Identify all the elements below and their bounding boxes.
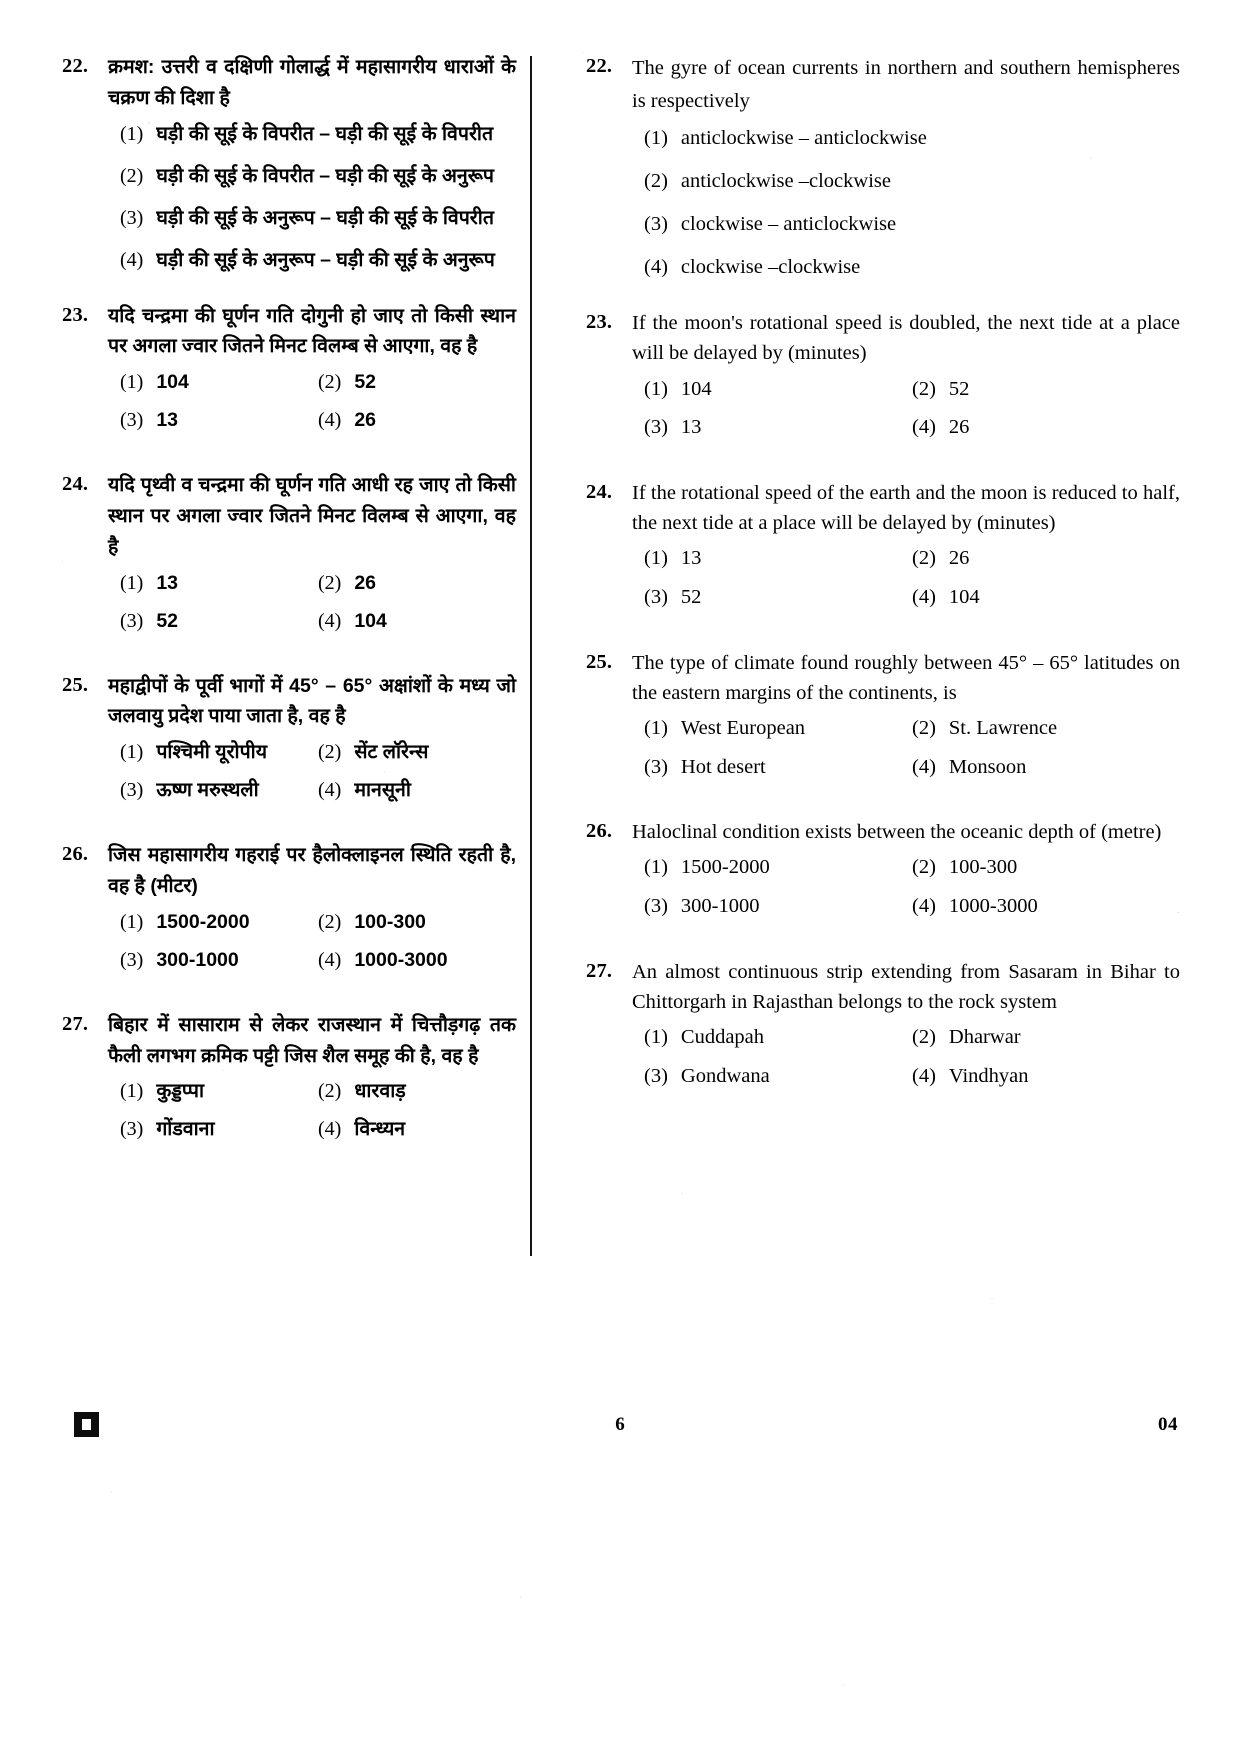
- option-key: (4): [318, 609, 342, 632]
- option-text: 104: [680, 377, 712, 400]
- option-key: (1): [644, 1026, 668, 1049]
- question-block: [586, 478, 1180, 622]
- booklet-code: 04: [1158, 1414, 1178, 1435]
- question-body: [108, 470, 516, 644]
- option-item[interactable]: [644, 753, 912, 783]
- question-body: [632, 478, 1180, 622]
- option-key: (4): [912, 1064, 936, 1087]
- option-item[interactable]: [644, 167, 1180, 197]
- option-key: (1): [120, 371, 144, 394]
- question-block: [586, 957, 1180, 1101]
- option-text: 300-1000: [156, 948, 239, 971]
- option-key: (3): [120, 609, 144, 632]
- option-item[interactable]: [644, 210, 1180, 240]
- question-block: [62, 671, 516, 815]
- option-key: (1): [120, 122, 144, 145]
- option-key: (1): [644, 856, 668, 879]
- option-key: (4): [912, 755, 936, 778]
- option-text: घड़ी की सूई के अनुरूप – घड़ी की सूई के अनुरूप: [156, 248, 495, 271]
- option-key: (4): [912, 895, 936, 918]
- option-item[interactable]: [120, 246, 516, 275]
- option-item[interactable]: [318, 607, 516, 636]
- option-key: (4): [318, 948, 342, 971]
- question-body: [632, 308, 1180, 452]
- option-text: घड़ी की सूई के अनुरूप – घड़ी की सूई के विपरीत: [156, 206, 494, 229]
- hindi-question-column: [62, 52, 530, 1179]
- option-key: (4): [318, 779, 342, 802]
- option-item[interactable]: [120, 946, 318, 975]
- option-key: (4): [120, 248, 144, 271]
- option-key: (2): [318, 371, 342, 394]
- question-body: [108, 301, 516, 445]
- option-text: anticlockwise – anticlockwise: [680, 127, 927, 150]
- option-item[interactable]: [912, 714, 1180, 744]
- option-text: 52: [156, 609, 179, 632]
- option-text: 26: [948, 416, 970, 439]
- question-number: 24.: [586, 480, 613, 503]
- option-list: [632, 375, 1180, 452]
- question-number: 25.: [62, 673, 89, 696]
- option-key: (3): [120, 779, 144, 802]
- option-text: 104: [354, 609, 387, 632]
- option-text: St. Lawrence: [948, 716, 1058, 739]
- english-question-column: [532, 52, 1180, 1127]
- question-block: [62, 1010, 516, 1154]
- option-item[interactable]: [318, 738, 516, 767]
- option-item[interactable]: [644, 892, 912, 922]
- option-item[interactable]: [318, 569, 516, 598]
- option-key: (4): [912, 416, 936, 439]
- option-text: 100-300: [948, 856, 1018, 879]
- option-key: (2): [912, 377, 936, 400]
- option-text: 52: [680, 585, 702, 608]
- option-key: (4): [318, 409, 342, 432]
- option-key: (2): [318, 910, 342, 933]
- option-item[interactable]: [912, 1062, 1180, 1092]
- option-item[interactable]: [318, 776, 516, 805]
- option-text: Monsoon: [948, 755, 1027, 778]
- option-text: anticlockwise –clockwise: [680, 170, 891, 193]
- question-body: [108, 52, 516, 275]
- option-key: (3): [644, 585, 668, 608]
- option-list: [108, 120, 516, 275]
- option-key: (2): [912, 716, 936, 739]
- question-number: 27.: [62, 1012, 89, 1035]
- option-key: (1): [120, 571, 144, 594]
- option-text: 26: [354, 571, 377, 594]
- option-item[interactable]: [644, 544, 912, 574]
- option-item[interactable]: [120, 607, 318, 636]
- option-key: (1): [644, 127, 668, 150]
- page-number: 6: [615, 1414, 625, 1435]
- option-item[interactable]: [120, 162, 516, 191]
- option-key: (1): [644, 377, 668, 400]
- option-text: कुड्डप्पा: [156, 1080, 205, 1103]
- option-text: घड़ी की सूई के विपरीत – घड़ी की सूई के विपरीत: [156, 122, 494, 145]
- question-body: [632, 817, 1180, 931]
- option-text: 1000-3000: [948, 895, 1038, 918]
- option-key: (2): [318, 741, 342, 764]
- option-text: 100-300: [354, 910, 426, 933]
- option-item[interactable]: [912, 413, 1180, 443]
- option-item[interactable]: [644, 1062, 912, 1092]
- option-text: सेंट लॉरेन्स: [354, 741, 429, 764]
- option-list: [632, 124, 1180, 282]
- question-body: [632, 957, 1180, 1101]
- option-list: [108, 738, 516, 814]
- question-stem: जिस महासागरीय गहराई पर हैलोक्लाइनल स्थिति रहती है, वह है (मीटर): [108, 844, 516, 897]
- option-item[interactable]: [644, 124, 1180, 154]
- question-stem: An almost continuous strip extending from Sasaram in Bihar to Chittorgarh in Rajasthan belongs to the rock system: [632, 960, 1180, 1014]
- option-text: घड़ी की सूई के विपरीत – घड़ी की सूई के अनुरूप: [156, 164, 494, 187]
- option-item[interactable]: [120, 1077, 318, 1106]
- question-body: [108, 671, 516, 815]
- option-key: (2): [912, 1026, 936, 1049]
- question-body: [632, 52, 1180, 282]
- option-text: Cuddapah: [680, 1026, 765, 1049]
- question-number: 23.: [586, 311, 613, 334]
- option-text: 26: [354, 409, 377, 432]
- option-text: 52: [354, 371, 377, 394]
- option-key: (2): [120, 164, 144, 187]
- option-key: (4): [912, 585, 936, 608]
- option-text: 13: [156, 571, 179, 594]
- question-block: [62, 301, 516, 445]
- question-number: 22.: [62, 55, 89, 77]
- option-text: विन्ध्यन: [354, 1118, 406, 1141]
- question-number: 27.: [586, 959, 613, 982]
- option-text: Vindhyan: [948, 1064, 1029, 1087]
- question-columns: [62, 52, 1180, 1256]
- option-list: [108, 569, 516, 645]
- option-item[interactable]: [120, 368, 318, 397]
- question-block: [62, 52, 516, 275]
- option-key: (2): [318, 571, 342, 594]
- option-key: (3): [644, 416, 668, 439]
- option-key: (1): [644, 547, 668, 570]
- question-stem: क्रमश: उत्तरी व दक्षिणी गोलार्द्ध में महासागरीय धाराओं के चक्रण की दिशा है: [108, 56, 516, 109]
- option-item[interactable]: [912, 1023, 1180, 1053]
- option-text: 13: [680, 547, 702, 570]
- option-key: (2): [912, 547, 936, 570]
- option-item[interactable]: [644, 253, 1180, 283]
- question-body: [108, 840, 516, 984]
- option-item[interactable]: [120, 569, 318, 598]
- option-key: (3): [644, 212, 668, 235]
- option-item[interactable]: [120, 1115, 318, 1144]
- option-text: clockwise – anticlockwise: [680, 212, 897, 235]
- option-key: (4): [644, 255, 668, 278]
- option-item[interactable]: [120, 204, 516, 233]
- option-key: (3): [644, 895, 668, 918]
- option-text: Hot desert: [680, 755, 766, 778]
- option-key: (3): [120, 409, 144, 432]
- option-text: ऊष्ण मरुस्थली: [156, 779, 259, 802]
- question-number: 23.: [62, 303, 89, 326]
- option-item[interactable]: [644, 413, 912, 443]
- option-text: Gondwana: [680, 1064, 770, 1087]
- question-stem: Haloclinal condition exists between the oceanic depth of (metre): [632, 821, 1162, 844]
- option-key: (2): [644, 170, 668, 193]
- option-key: (4): [318, 1118, 342, 1141]
- question-number: 25.: [586, 650, 613, 673]
- registration-mark-icon: [74, 1412, 99, 1437]
- option-item[interactable]: [912, 375, 1180, 405]
- option-key: (2): [912, 856, 936, 879]
- option-item[interactable]: [318, 1077, 516, 1106]
- question-block: [586, 648, 1180, 792]
- option-item[interactable]: [120, 406, 318, 435]
- question-body: [632, 648, 1180, 792]
- option-text: 104: [156, 371, 189, 394]
- question-stem: महाद्वीपों के पूर्वी भागों में 45° – 65° अक्षांशों के मध्य जो जलवायु प्रदेश पाया जाता है, वह है: [108, 674, 516, 728]
- option-item[interactable]: [912, 892, 1180, 922]
- question-number: 24.: [62, 473, 89, 496]
- question-stem: If the moon's rotational speed is doubled, the next tide at a place will be delayed by (minutes): [632, 312, 1180, 365]
- option-key: (3): [120, 206, 144, 229]
- option-item[interactable]: [318, 1115, 516, 1144]
- option-text: पश्चिमी यूरोपीय: [156, 741, 268, 764]
- option-item[interactable]: [912, 544, 1180, 574]
- option-list: [108, 908, 516, 984]
- option-text: 52: [948, 377, 970, 400]
- option-key: (3): [644, 1064, 668, 1087]
- option-key: (1): [120, 741, 144, 764]
- question-block: [62, 840, 516, 984]
- option-key: (3): [120, 1118, 144, 1141]
- option-key: (1): [120, 910, 144, 933]
- option-item[interactable]: [644, 1023, 912, 1053]
- option-key: (1): [120, 1080, 144, 1103]
- option-item[interactable]: [644, 375, 912, 405]
- option-item[interactable]: [120, 908, 318, 937]
- option-item[interactable]: [644, 853, 912, 883]
- question-stem: बिहार में सासाराम से लेकर राजस्थान में चित्तौड़गढ़ तक फैली लगभग क्रमिक पट्टी जिस शैल समूह की है, वह है: [108, 1013, 516, 1067]
- option-text: Dharwar: [948, 1026, 1021, 1049]
- question-block: [586, 308, 1180, 452]
- option-text: 104: [948, 585, 980, 608]
- question-number: 26.: [62, 843, 89, 866]
- option-item[interactable]: [318, 908, 516, 937]
- question-stem: The type of climate found roughly between 45° – 65° latitudes on the eastern margins of the continents, is: [632, 651, 1180, 704]
- option-item[interactable]: [318, 406, 516, 435]
- option-list: [108, 368, 516, 444]
- option-text: 13: [680, 416, 702, 439]
- option-list: [108, 1077, 516, 1153]
- option-key: (1): [644, 716, 668, 739]
- option-key: (2): [318, 1080, 342, 1103]
- option-list: [632, 853, 1180, 930]
- option-list: [632, 714, 1180, 791]
- question-stem: यदि पृथ्वी व चन्द्रमा की घूर्णन गति आधी रह जाए तो किसी स्थान पर अगला ज्वार जितने मिनट विलम्ब से आएगा, वह है: [108, 474, 516, 558]
- page-footer: [62, 1412, 1178, 1452]
- option-item[interactable]: [912, 753, 1180, 783]
- option-list: [632, 544, 1180, 621]
- option-text: 300-1000: [680, 895, 760, 918]
- option-item[interactable]: [644, 583, 912, 613]
- option-text: मानसूनी: [354, 779, 411, 802]
- option-list: [632, 1023, 1180, 1100]
- question-block: [62, 470, 516, 644]
- option-text: 13: [156, 409, 179, 432]
- option-text: धारवाड़: [354, 1080, 406, 1103]
- question-block: [586, 817, 1180, 931]
- option-item[interactable]: [120, 738, 318, 767]
- option-text: 1000-3000: [354, 948, 448, 971]
- option-item[interactable]: [120, 776, 318, 805]
- option-item[interactable]: [318, 368, 516, 397]
- option-item[interactable]: [912, 583, 1180, 613]
- question-stem: If the rotational speed of the earth and the moon is reduced to half, the next tide at a place will be delayed by (minutes): [632, 481, 1180, 535]
- option-key: (3): [120, 948, 144, 971]
- option-text: 1500-2000: [680, 856, 770, 879]
- option-item[interactable]: [912, 853, 1180, 883]
- option-text: clockwise –clockwise: [680, 255, 861, 278]
- option-item[interactable]: [318, 946, 516, 975]
- option-text: West European: [680, 716, 806, 739]
- option-text: 1500-2000: [156, 910, 250, 933]
- question-number: 26.: [586, 820, 613, 843]
- option-text: 26: [948, 547, 970, 570]
- question-stem: यदि चन्द्रमा की घूर्णन गति दोगुनी हो जाए तो किसी स्थान पर अगला ज्वार जितने मिनट विलम्ब से आएगा, वह है: [108, 304, 516, 358]
- question-block: [586, 52, 1180, 282]
- option-key: (3): [644, 755, 668, 778]
- option-item[interactable]: [644, 714, 912, 744]
- question-stem: The gyre of ocean currents in northern and southern hemispheres is respectively: [632, 57, 1180, 113]
- question-number: 22.: [586, 55, 613, 77]
- option-item[interactable]: [120, 120, 516, 149]
- question-body: [108, 1010, 516, 1154]
- option-text: गोंडवाना: [156, 1118, 215, 1141]
